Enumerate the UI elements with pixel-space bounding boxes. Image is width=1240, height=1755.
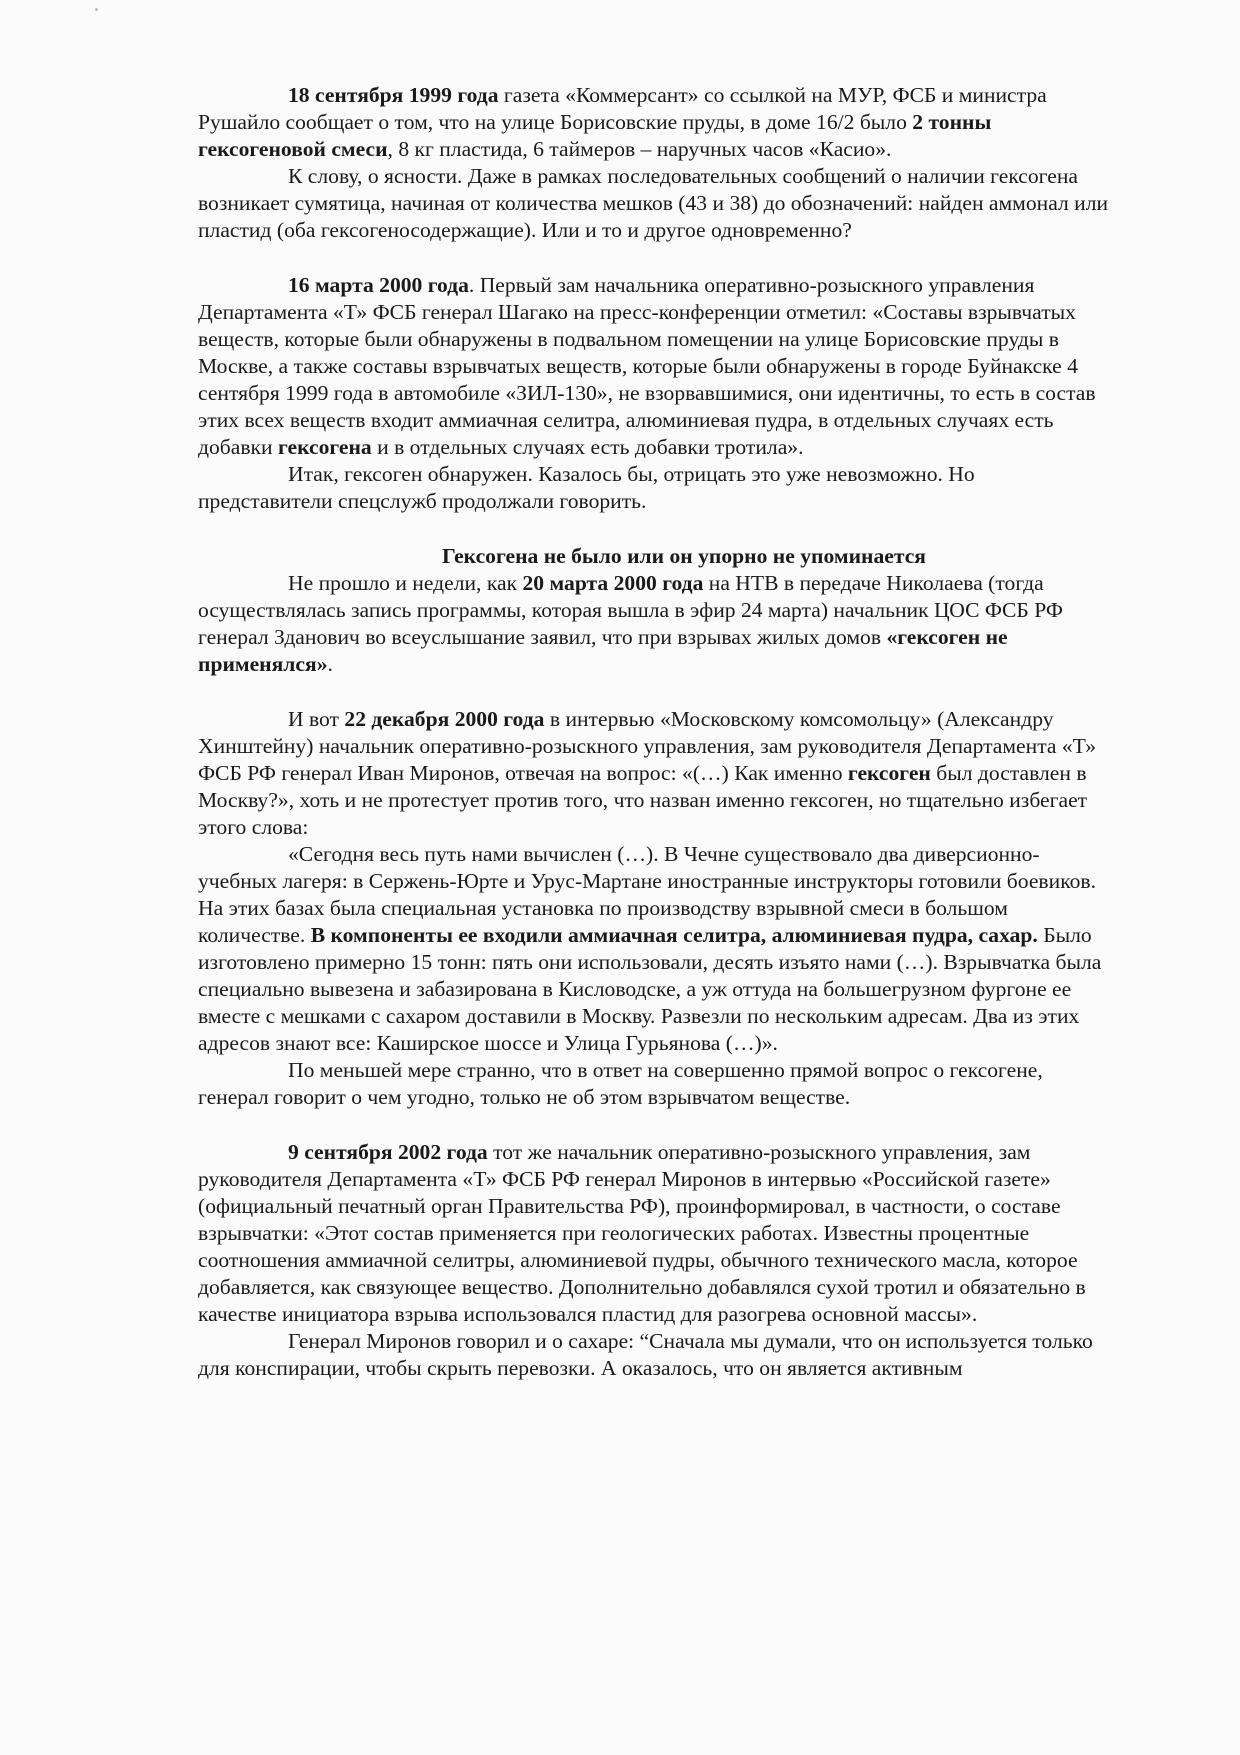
text-run: на НТВ в передаче Николаева (тогда осуществлялась запись программы, которая вышла в эфир 24 марта) начальник ЦОС ФСБ РФ генерал Зданович во всеуслышание заявил, что при взрывах жилых домов — [198, 571, 1063, 649]
paragraph — [198, 461, 1110, 515]
text-run: в интервью «Московскому комсомольцу» (Александру Хинштейну) начальник оперативно-розыскного управления, зам руководителя Департамента «Т» ФСБ РФ генерал Иван Миронов, отвечая на вопрос: «(…) Как именно — [198, 707, 1097, 785]
section-heading: Гексогена не было или он упорно не упоминается — [442, 544, 926, 568]
text-run: Генерал Миронов говорил и о сахаре: “Сначала мы думали, что он используется только для конспирации, чтобы скрыть перевозки. А оказалось, что он является активным — [198, 1329, 1093, 1380]
text-run: И вот — [288, 707, 345, 731]
bold-run: гексогена — [278, 435, 372, 459]
text-run: По меньшей мере странно, что в ответ на совершенно прямой вопрос о гексогене, генерал говорит о чем угодно, только не об этом взрывчатом веществе. — [198, 1058, 1043, 1109]
bold-run: В компоненты ее входили аммиачная селитра, алюминиевая пудра, сахар. — [310, 923, 1038, 947]
paragraph — [198, 706, 1110, 841]
paragraph — [198, 163, 1110, 244]
text-run: , 8 кг пластида, 6 таймеров – наручных часов «Касио». — [387, 137, 892, 161]
text-run: Итак, гексоген обнаружен. Казалось бы, отрицать это уже невозможно. Но представители спецслужб продолжали говорить. — [198, 462, 975, 513]
date-bold: 9 сентября 2002 года — [288, 1140, 488, 1164]
date-bold: 20 марта 2000 года — [522, 571, 704, 595]
paragraph — [198, 82, 1110, 163]
text-run: тот же начальник оперативно-розыскного управления, зам руководителя Департамента «Т» ФСБ РФ генерал Миронов в интервью «Российской газете» (официальный печатный орган Правительства РФ), проинформировал, в частности, о составе взрывчатки: «Этот состав применяется при геологических работах. Известны процентные соотношения аммиачной селитры, алюминиевой пудры, обычного технического масла, которое добавляется, как связующее вещество. Дополнительно добавлялся сухой тротил и обязательно в качестве инициатора взрыва использовался пластид для разогрева основной массы». — [198, 1140, 1086, 1326]
paragraph — [198, 1139, 1110, 1328]
paragraph — [198, 1057, 1110, 1111]
bold-run: гексоген — [847, 761, 931, 785]
quote-paragraph — [198, 841, 1110, 1057]
text-run: был доставлен в Москву?», хоть и не протестует против того, что назван именно гексоген, но тщательно избегает этого слова: — [198, 761, 1088, 839]
bold-run: 2 тонны гексогеновой смеси — [198, 110, 992, 161]
date-bold: 18 сентября 1999 года — [288, 83, 499, 107]
text-run: газета «Коммерсант» со ссылкой на МУР, ФСБ и министра Рушайло сообщает о том, что на улице Борисовские пруды, в доме 16/2 было — [198, 83, 1047, 134]
text-run: . — [327, 652, 333, 676]
date-bold: 16 марта 2000 года — [288, 273, 469, 297]
paragraph — [198, 272, 1110, 461]
document-body — [198, 82, 1110, 1382]
text-run: и в отдельных случаях есть добавки тротила». — [371, 435, 804, 459]
text-run: «Сегодня весь путь нами вычислен (…). В Чечне существовало два диверсионно-учебных лагеря: в Сержень-Юрте и Урус-Мартане иностранные инструкторы готовили боевиков. На этих базах была специальная установка по производству взрывной смеси в большом количестве. — [198, 842, 1096, 947]
text-run: . Первый зам начальника оперативно-розыскного управления Департамента «Т» ФСБ генерал Шагако на пресс-конференции отметил: «Составы взрывчатых веществ, которые были обнаружены в подвальном помещении на улице Борисовские пруды в Москве, а также составы взрывчатых веществ, которые были обнаружены в городе Буйнакске 4 сентября 1999 года в автомобиле «ЗИЛ-130», не взорвавшимися, они идентичны, то есть в состав этих всех веществ входит аммиачная селитра, алюминиевая пудра, в отдельных случаях есть добавки — [198, 273, 1096, 459]
text-run: Не прошло и недели, как — [288, 571, 523, 595]
quote-bold: «гексоген не применялся» — [198, 625, 1008, 676]
text-run: Было изготовлено примерно 15 тонн: пять они использовали, десять изъято нами (…). Взрывчатка была специально вывезена и забазирована в Кисловодске, а уж оттуда на большегрузном фургоне ее вместе с мешками с сахаром доставили в Москву. Развезли по нескольким адресам. Два из этих адресов знают все: Каширское шоссе и Улица Гурьянова (…)». — [198, 923, 1102, 1055]
scan-dot — [95, 8, 98, 11]
paragraph — [198, 570, 1110, 678]
text-run: К слову, о ясности. Даже в рамках последовательных сообщений о наличии гексогена возникает сумятица, начиная от количества мешков (43 и 38) до обозначений: найден аммонал или пластид (оба гексогеносодержащие). Или и то и другое одновременно? — [198, 164, 1109, 242]
date-bold: 22 декабря 2000 года — [344, 707, 545, 731]
paragraph — [198, 1328, 1110, 1382]
